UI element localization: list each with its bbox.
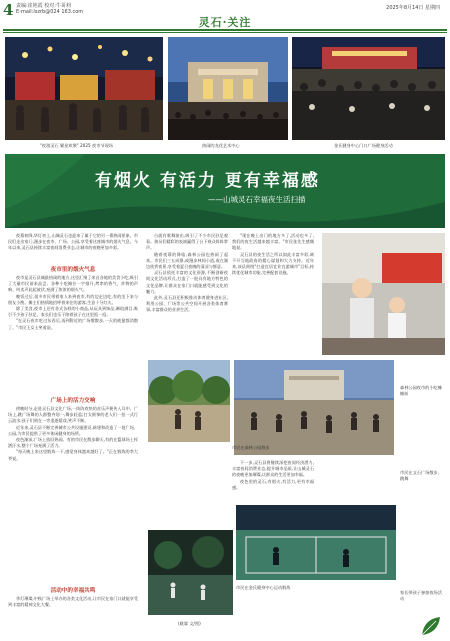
paragraph: "现在晚上出门的地方多了,活动也多了,我们的夜生活越来越丰富。"市民张先生感慨地说。 bbox=[232, 233, 314, 251]
photo-caption: 市民在文石广场散步、跳舞 bbox=[400, 470, 442, 481]
paragraph: 晚饭过后,很多市民带着家人来到夜市,有的边走边吃,有的坐下来与朋友小酌。摊主们热情地招呼着来往的游客,生意十分红火。 bbox=[8, 293, 138, 305]
header-rule bbox=[3, 29, 447, 31]
article-col1-s2 bbox=[8, 406, 138, 536]
section-title: 灵石·关注 bbox=[198, 16, 252, 29]
paragraph: "每天晚上来这里锻炼一下,感觉身体越来越好了。"正在锻炼的李大爷说。 bbox=[8, 449, 138, 461]
photo-park-walk bbox=[148, 360, 230, 442]
paragraph: 此外,灵石县还积极推动体育健身进社区,利用公园、广场等公共空间开展各类体育赛事,丰富群众的业余生活。 bbox=[146, 295, 228, 313]
paragraph: 除了美食,夜市上还有各式各样的小商品,从玩具到饰品,琳琅满目,吸引不少孩子驻足。家长们也乐于陪着孩子在这里逛一逛。 bbox=[8, 306, 138, 318]
paragraph: 夜色里的灵石,有烟火,有活力,更有幸福感。 bbox=[232, 478, 314, 490]
paragraph: 夜色渐深,广场上依旧热闹。有的市民在散步聊天,有的在篮球场上挥洒汗水,整个广场充满了活力。 bbox=[8, 437, 138, 449]
paragraph: "在灵石夜市吃过东西后,再到附近的广场散散步,一天的疲惫都消散了。"市民王女士笑着说。 bbox=[8, 318, 138, 330]
email-line: E-mail:lszrb@024 163.com bbox=[16, 9, 84, 15]
article-col1-intro bbox=[8, 233, 138, 252]
photo-caption: "夜游灵石 繁星欢聚" 2025 夜市节现场 bbox=[40, 143, 113, 148]
photo-caption: 森林公园夜市的小吃摊摊前 bbox=[400, 385, 442, 396]
photo-caption: 市民在森林公园散步 bbox=[232, 445, 270, 450]
photo-art-center bbox=[168, 37, 288, 140]
paragraph: 灵石县依托丰富的文化资源,不断创新夜间文化活动形式,打造了一批具有地方特色的文化品牌,让群众在家门口就能感受到文化的魅力。 bbox=[146, 270, 228, 294]
section-heading-text: 广场上的活力交响 bbox=[50, 398, 96, 404]
headline: 有烟火 有活力 更有幸福感 bbox=[95, 171, 320, 191]
section-heading-1 bbox=[8, 265, 138, 273]
paragraph: 随着夜幕的降临,森林公园也热闹了起来。市民们三五成群,或漫步林间小道,或在湖边欣赏夜景,享受着夏日夜晚的清凉与惬意。 bbox=[146, 251, 228, 270]
leaf-decoration-icon bbox=[420, 615, 442, 641]
paragraph: 灵石县的夜生活之所以如此丰富多彩,离不开当地政府的精心谋划和大力支持。近年来,该县围绕"打造宜居宜业宜游城市"目标,持续优化城市功能,完善配套设施。 bbox=[232, 251, 314, 276]
section-heading-2 bbox=[8, 396, 138, 404]
photo-square-crowd bbox=[292, 37, 445, 140]
photo-caption: 家长带孩子参加夜场活动 bbox=[400, 590, 442, 601]
photo-night-market bbox=[5, 37, 163, 140]
subheadline: ——山城灵石幸福夜生活扫描 bbox=[208, 195, 306, 204]
photo-caption: 金氏健身中心门口广场健身活动 bbox=[334, 143, 393, 148]
photo-kids-activity bbox=[322, 233, 445, 355]
article-col1-s1 bbox=[8, 275, 138, 393]
section-heading-3 bbox=[8, 586, 138, 594]
byline: (姚霖 文/图) bbox=[178, 621, 201, 626]
paragraph: 近年来,灵石县不断完善城市公共设施建设,新建和改造了一批广场、公园,为市民提供了更多休闲健身的场所。 bbox=[8, 424, 138, 436]
photo-night-fitness bbox=[236, 505, 396, 580]
paragraph: 夜市是灵石县城最热闹的地方,这里汇聚了来自各地的美食小吃,吸引了大量市民前来品尝。各种小吃摊位一字排开,烤串的香气、炸物的声响、叫卖声此起彼伏,充满了浓浓的烟火气。 bbox=[8, 275, 138, 293]
header-rule-thin bbox=[3, 32, 447, 33]
section-heading-text: 夜市里的烟火气息 bbox=[50, 267, 96, 273]
paragraph: 傍晚时分,走进灵石县文化广场,一阵阵欢快的音乐声便传入耳中。广场上,跳广场舞的人群整齐划一,舞步轻盈;打太极拳的老人们一招一式行云流水;孩子们则在一旁追逐嬉戏,笑声不断。 bbox=[8, 406, 138, 424]
issue-date: 2025年8月14日 星期四 bbox=[386, 5, 440, 11]
editor-line: 责编:崔艳霞 校对:牛哥莉 bbox=[16, 3, 71, 9]
page-number: 4 bbox=[3, 1, 14, 19]
photo-night-court bbox=[148, 530, 233, 615]
paragraph: 下一步,灵石县将继续深挖夜间经济潜力,丰富夜间消费业态,提升城市品质,让山城灵石的夜晚更加璀璨,让群众的生活更加幸福。 bbox=[232, 460, 314, 478]
paragraph: 台就有歌舞演出,吸引了不少市民驻足观看。演员们精彩的表演赢得了台下观众阵阵掌声。 bbox=[146, 233, 228, 251]
paragraph: 华灯璀璨,中秋广场上举办的各类文化活动,让市民在家门口就能享受到丰富的精神文化大餐。 bbox=[8, 596, 138, 608]
photo-caption: 热闹的龙花艺术中心 bbox=[202, 143, 240, 148]
article-col2-top bbox=[146, 233, 228, 353]
photo-caption: 市民在金氏健身中心运动锻炼 bbox=[236, 585, 291, 590]
section-heading-text: 活动中的幸福共鸣 bbox=[50, 588, 96, 594]
article-col1-s3 bbox=[8, 596, 138, 636]
article-col3-top bbox=[232, 233, 314, 353]
paragraph: 夜幕初降,华灯初上,山城灵石也迎来了属于它的另一番热闹景象。市民们走出家门,漫步在夜市、广场、公园,享受着这座城市的烟火气息。今年以来,灵石县持续丰富夜间消费业态,让城市的夜晚更加多彩。 bbox=[8, 233, 138, 251]
photo-square-dance bbox=[234, 360, 394, 455]
